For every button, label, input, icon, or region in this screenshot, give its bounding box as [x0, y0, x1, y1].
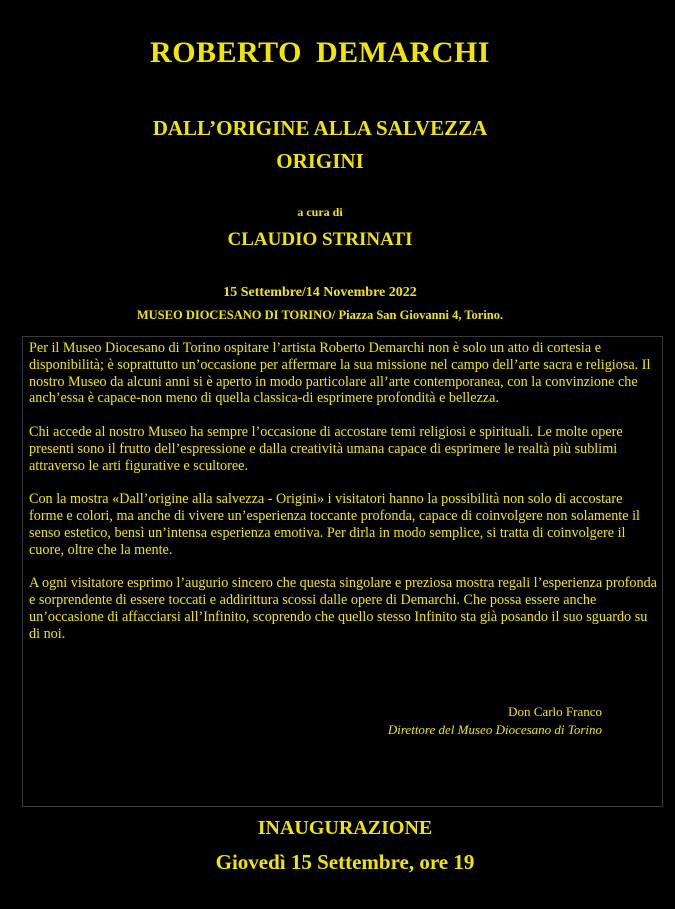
paragraph-4: A ogni visitatore esprimo l’augurio sincero che questa singolare e preziosa mostra regali l’esperienza profonda e sorprendente di essere toccati e addirittura scossi dalle opere di Demarchi. Che possa essere anche un’occasione di affacciarsi all’Infinito, scoprendo che quello stesso Infinito sta già posando il suo sguardo su di noi. [29, 575, 657, 642]
inauguration-label: INAUGURAZIONE [257, 817, 433, 839]
signature-role: Direttore del Museo Diocesano di Torino [387, 722, 602, 737]
exhibition-title: DALL’ORIGINE ALLA SALVEZZA [152, 116, 488, 140]
paragraph-1: Per il Museo Diocesano di Torino ospitare l’artista Roberto Demarchi non è solo un atto di cortesia e disponibilità; è soprattutto un’occasione per affermare la sua missione nel campo dell’arte sacra e religiosa. Il nostro Museo da alcuni anni si è aperto in modo particolare all’arte contemporanea, con la convinzione che anch’essa è capace-non meno di quella classica-di esprimere profondità e bellezza. [29, 340, 651, 407]
paragraph-3: Con la mostra «Dall’origine alla salvezza - Origini» i visitatori hanno la possibilità non solo di accostare forme e colori, ma anche di vivere un’esperienza toccante profonda, capace di coinvolgere non solamente il senso estetico, bensì un’intensa esperienza emotiva. Per dirla in modo semplice, si tratta di coinvolgere il cuore, oltre che la mente. [29, 491, 640, 558]
exhibition-dates: 15 Settembre/14 Novembre 2022 [223, 285, 417, 300]
artist-name: ROBERTO DEMARCHI [150, 36, 490, 69]
venue-address: MUSEO DIOCESANO DI TORINO/ Piazza San Giovanni 4, Torino. [136, 308, 504, 322]
signature-name: Don Carlo Franco [508, 704, 602, 719]
paragraph-2: Chi accede al nostro Museo ha sempre l’occasione di accostare temi religiosi e spirituali. Le molte opere presenti sono il frutto dell’espressione e dalla creatività umana capace di esprimere le realtà più sublimi attraverso le arti figurative e scultoree. [29, 423, 623, 474]
signature-block [388, 703, 602, 739]
curator-label: a cura di [297, 205, 343, 219]
introduction-text [29, 340, 659, 659]
exhibition-subtitle: ORIGINI [276, 149, 364, 173]
curator-name: CLAUDIO STRINATI [227, 229, 413, 250]
inauguration-date: Giovedì 15 Settembre, ore 19 [215, 850, 475, 874]
